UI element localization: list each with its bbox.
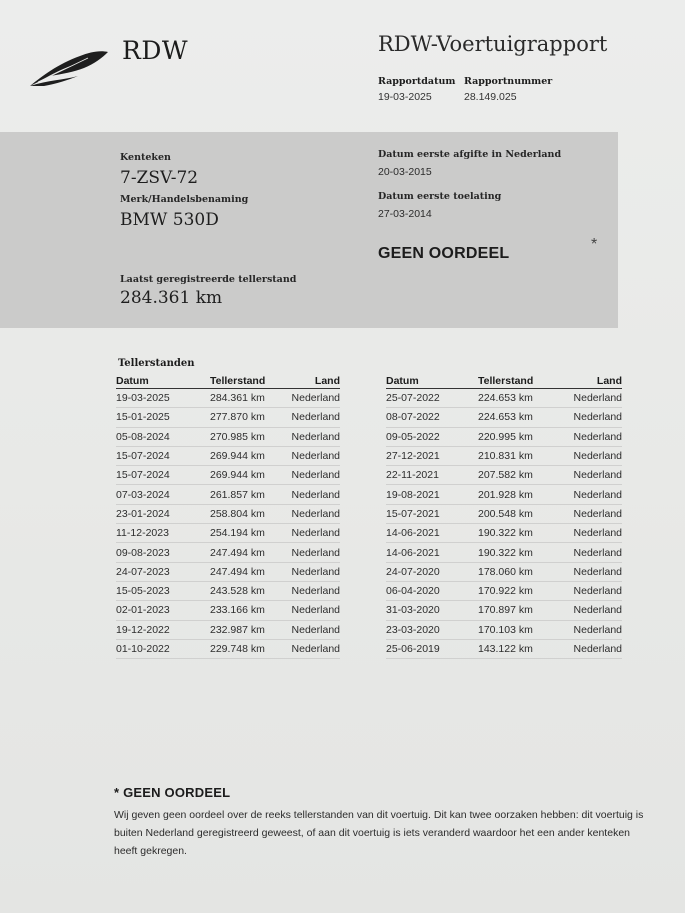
table-row <box>116 543 340 562</box>
header-country: Land <box>596 375 622 387</box>
cell-country: Nederland <box>573 411 622 424</box>
cell-country: Nederland <box>291 392 340 405</box>
table-row <box>386 621 622 640</box>
cell-date: 22-11-2021 <box>386 469 439 482</box>
odometer-value: 284.361 km <box>120 288 223 308</box>
cell-odometer: 200.548 km <box>478 507 533 520</box>
cell-date: 19-12-2022 <box>116 623 170 636</box>
table-row <box>386 389 622 408</box>
table-row <box>386 485 622 504</box>
header-date: Datum <box>116 375 149 387</box>
cell-country: Nederland <box>291 604 340 617</box>
cell-odometer: 232.987 km <box>210 623 265 636</box>
cell-odometer: 258.804 km <box>210 507 265 520</box>
table-row <box>386 601 622 620</box>
cell-country: Nederland <box>573 546 622 559</box>
make-value: BMW 530D <box>120 210 219 230</box>
cell-date: 14-06-2021 <box>386 546 440 559</box>
cell-date: 19-08-2021 <box>386 488 440 501</box>
readings-table-left <box>116 374 340 659</box>
cell-country: Nederland <box>573 507 622 520</box>
table-row <box>386 466 622 485</box>
header-odometer: Tellerstand <box>478 375 534 387</box>
cell-date: 09-05-2022 <box>386 430 440 443</box>
table-row <box>116 621 340 640</box>
cell-odometer: 190.322 km <box>478 546 533 559</box>
first-issue-nl-label: Datum eerste afgifte in Nederland <box>378 149 562 160</box>
cell-country: Nederland <box>291 565 340 578</box>
cell-date: 07-03-2024 <box>116 488 170 501</box>
cell-date: 15-07-2021 <box>386 507 440 520</box>
cell-odometer: 254.194 km <box>210 527 265 540</box>
cell-odometer: 210.831 km <box>478 450 533 463</box>
cell-country: Nederland <box>291 507 340 520</box>
cell-date: 08-07-2022 <box>386 411 440 424</box>
cell-date: 25-06-2019 <box>386 643 440 655</box>
cell-odometer: 247.494 km <box>210 565 265 578</box>
report-date-label: Rapportdatum <box>378 76 456 87</box>
cell-odometer: 224.653 km <box>478 411 533 424</box>
cell-date: 06-04-2020 <box>386 585 440 598</box>
cell-odometer: 170.897 km <box>478 604 533 617</box>
cell-country: Nederland <box>291 546 340 559</box>
make-label: Merk/Handelsbenaming <box>120 194 249 205</box>
cell-odometer: 269.944 km <box>210 450 265 463</box>
cell-country: Nederland <box>573 450 622 463</box>
table-row <box>386 428 622 447</box>
table-body <box>116 389 340 659</box>
header-date: Datum <box>386 375 419 387</box>
table-row <box>386 543 622 562</box>
cell-date: 02-01-2023 <box>116 604 170 617</box>
cell-odometer: 143.122 km <box>478 643 533 655</box>
cell-country: Nederland <box>291 643 340 655</box>
cell-date: 25-07-2022 <box>386 392 440 405</box>
cell-country: Nederland <box>573 527 622 540</box>
cell-odometer: 247.494 km <box>210 546 265 559</box>
table-row <box>386 408 622 427</box>
cell-country: Nederland <box>573 604 622 617</box>
table-row <box>386 524 622 543</box>
table-row <box>116 582 340 601</box>
cell-date: 01-10-2022 <box>116 643 170 655</box>
footnote-title: * GEEN OORDEEL <box>114 785 231 800</box>
table-row <box>116 563 340 582</box>
cell-date: 11-12-2023 <box>116 527 169 540</box>
cell-date: 23-01-2024 <box>116 507 170 520</box>
table-row <box>116 505 340 524</box>
cell-date: 05-08-2024 <box>116 430 170 443</box>
cell-date: 15-01-2025 <box>116 411 170 424</box>
cell-country: Nederland <box>573 469 622 482</box>
table-row <box>386 640 622 659</box>
header-country: Land <box>314 375 340 387</box>
cell-date: 14-06-2021 <box>386 527 440 540</box>
table-row <box>116 428 340 447</box>
cell-country: Nederland <box>573 623 622 636</box>
cell-date: 23-03-2020 <box>386 623 440 636</box>
verdict-text: GEEN OORDEEL <box>378 245 510 262</box>
report-title: RDW-Voertuigrapport <box>378 32 608 56</box>
cell-date: 31-03-2020 <box>386 604 440 617</box>
cell-odometer: 224.653 km <box>478 392 533 405</box>
cell-odometer: 277.870 km <box>210 411 265 424</box>
odometer-label: Laatst geregistreerde tellerstand <box>120 274 297 285</box>
table-row <box>116 640 340 659</box>
first-admission-label: Datum eerste toelating <box>378 191 502 202</box>
report-number-block <box>464 76 552 103</box>
cell-odometer: 170.922 km <box>478 585 533 598</box>
readings-table-right <box>386 374 622 659</box>
cell-date: 09-08-2023 <box>116 546 170 559</box>
cell-odometer: 207.582 km <box>478 469 533 482</box>
table-row <box>116 524 340 543</box>
cell-date: 27-12-2021 <box>386 450 440 463</box>
verdict-marker: * <box>591 236 598 253</box>
cell-country: Nederland <box>291 623 340 636</box>
cell-country: Nederland <box>291 527 340 540</box>
cell-odometer: 284.361 km <box>210 392 265 405</box>
cell-country: Nederland <box>573 585 622 598</box>
report-number-value: 28.149.025 <box>464 91 517 103</box>
cell-date: 15-05-2023 <box>116 585 170 598</box>
cell-country: Nederland <box>573 565 622 578</box>
cell-odometer: 261.857 km <box>210 488 265 501</box>
cell-country: Nederland <box>573 643 622 655</box>
first-admission-value: 27-03-2014 <box>378 208 432 220</box>
cell-odometer: 220.995 km <box>478 430 533 443</box>
table-row <box>116 389 340 408</box>
readings-title: Tellerstanden <box>118 358 195 369</box>
cell-country: Nederland <box>291 411 340 424</box>
cell-odometer: 233.166 km <box>210 604 265 617</box>
table-row <box>386 505 622 524</box>
report-date-block <box>378 76 455 103</box>
cell-date: 19-03-2025 <box>116 392 170 405</box>
report-date-value: 19-03-2025 <box>378 91 432 103</box>
cell-country: Nederland <box>573 430 622 443</box>
cell-country: Nederland <box>291 430 340 443</box>
table-row <box>386 582 622 601</box>
footnote-text: Wij geven geen oordeel over de reeks tellerstanden van dit voertuig. Dit kan twee oorzaken hebben: dit voertuig is buiten Nederland geregistreerd geweest, of aan dit voertuig is iets veranderd waardoor het een ander kenteken heeft gekregen. <box>114 809 644 857</box>
cell-odometer: 170.103 km <box>478 623 533 636</box>
cell-odometer: 229.748 km <box>210 643 265 655</box>
header-odometer: Tellerstand <box>210 375 266 387</box>
cell-country: Nederland <box>291 469 340 482</box>
rdw-feather-logo-icon <box>28 46 110 90</box>
brand-name: RDW <box>122 36 189 65</box>
cell-odometer: 178.060 km <box>478 565 533 578</box>
cell-date: 15-07-2024 <box>116 450 170 463</box>
vehicle-summary-panel <box>0 132 618 328</box>
plate-value: 7-ZSV-72 <box>120 168 199 188</box>
cell-date: 15-07-2024 <box>116 469 170 482</box>
table-header <box>386 374 622 389</box>
cell-odometer: 269.944 km <box>210 469 265 482</box>
cell-country: Nederland <box>573 488 622 501</box>
plate-label: Kenteken <box>120 152 171 163</box>
cell-country: Nederland <box>291 585 340 598</box>
table-row <box>386 447 622 466</box>
table-row <box>116 466 340 485</box>
report-number-label: Rapportnummer <box>464 76 553 87</box>
table-row <box>116 485 340 504</box>
table-row <box>116 408 340 427</box>
cell-country: Nederland <box>573 392 622 405</box>
cell-country: Nederland <box>291 450 340 463</box>
first-issue-nl-value: 20-03-2015 <box>378 166 432 178</box>
table-header <box>116 374 340 389</box>
cell-odometer: 190.322 km <box>478 527 533 540</box>
cell-odometer: 201.928 km <box>478 488 533 501</box>
cell-country: Nederland <box>291 488 340 501</box>
table-body <box>386 389 622 659</box>
table-row <box>116 601 340 620</box>
table-row <box>116 447 340 466</box>
cell-odometer: 243.528 km <box>210 585 265 598</box>
cell-date: 24-07-2023 <box>116 565 170 578</box>
cell-date: 24-07-2020 <box>386 565 440 578</box>
table-row <box>386 563 622 582</box>
cell-odometer: 270.985 km <box>210 430 265 443</box>
